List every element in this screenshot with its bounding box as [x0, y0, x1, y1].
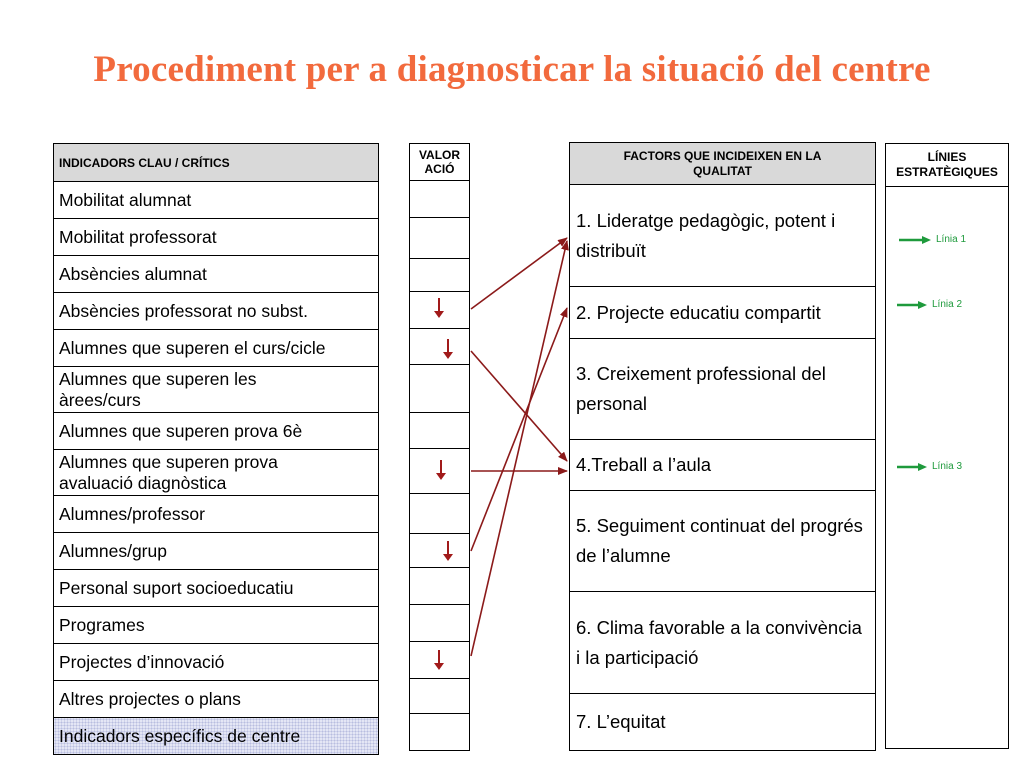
valoracio-cell[interactable]: [410, 714, 469, 750]
indicator-row: Absències alumnat: [54, 256, 378, 293]
indicator-row: Alumnes/grup: [54, 533, 378, 570]
linia-2[interactable]: [896, 299, 962, 310]
indicator-row: Mobilitat professorat: [54, 219, 378, 256]
indicator-row: Programes: [54, 607, 378, 644]
arrow-down-icon: [434, 459, 448, 481]
arrow-right-icon: [896, 462, 928, 472]
valoracio-cell[interactable]: [410, 181, 469, 218]
strategic-lines-header: [886, 144, 1008, 187]
valoracio-cell[interactable]: [410, 534, 469, 568]
link-arrow-curs-to-treball: [471, 351, 567, 461]
valoracio-cell[interactable]: [410, 329, 469, 365]
factor-row: 5. Seguiment continuat del progrés de l’alumne: [570, 491, 875, 592]
valoracio-cell[interactable]: [410, 642, 469, 679]
link-arrow-innovacio-to-lideratge: [471, 241, 567, 656]
arrow-down-icon: [441, 338, 455, 360]
indicator-row: Altres projectes o plans: [54, 681, 378, 718]
factors-header: [570, 143, 875, 185]
link-arrow-absencies-to-lideratge: [471, 238, 567, 309]
factor-row: 2. Projecte educatiu compartit: [570, 287, 875, 339]
arrow-down-icon: [432, 649, 446, 671]
linia-label: Línia 1: [936, 234, 967, 245]
linia-label: Línia 3: [932, 461, 963, 472]
valoracio-cell[interactable]: [410, 365, 469, 413]
linia-3[interactable]: [896, 461, 962, 472]
link-arrow-grup-to-projecte: [471, 308, 567, 551]
valoracio-cell[interactable]: [410, 449, 469, 494]
indicator-row: Absències professorat no subst.: [54, 293, 378, 330]
valoracio-cell[interactable]: [410, 494, 469, 534]
arrow-down-icon: [432, 297, 446, 319]
linia-1[interactable]: [898, 234, 966, 245]
indicator-row: Personal suport socioeducatiu: [54, 570, 378, 607]
indicator-row-specific: Indicadors específics de centre: [54, 718, 378, 754]
page-title: Procediment per a diagnosticar la situació del centre: [93, 49, 931, 90]
valoracio-cell[interactable]: [410, 292, 469, 329]
indicator-row: Alumnes que superen el curs/cicle: [54, 330, 378, 367]
linia-label: Línia 2: [932, 299, 963, 310]
indicators-table: [53, 143, 379, 755]
arrow-right-icon: [898, 235, 932, 245]
arrow-right-icon: [896, 300, 928, 310]
valoracio-cell[interactable]: [410, 605, 469, 642]
strategic-lines-header-line1: LÍNIES: [927, 150, 967, 164]
strategic-lines-column: [885, 143, 1009, 749]
indicators-header: INDICADORS CLAU / CRÍTICS: [54, 144, 378, 182]
factor-row: 7. L’equitat: [576, 711, 666, 732]
factors-header-line2: QUALITAT: [693, 163, 752, 178]
valoracio-cell[interactable]: [410, 218, 469, 259]
factor-row: 3. Creixement professional del personal: [570, 339, 875, 440]
factor-row: 1. Lideratge pedagògic, potent i distribuït: [570, 185, 875, 287]
indicator-row: Mobilitat alumnat: [54, 182, 378, 219]
factor-row: 4.Treball a l’aula: [570, 440, 875, 491]
indicator-row: Projectes d’innovació: [54, 644, 378, 681]
valoracio-cell[interactable]: [410, 568, 469, 605]
indicator-row: Alumnes que superen prova avaluació diagnòstica: [54, 450, 378, 496]
arrow-down-icon: [441, 540, 455, 562]
factors-table: [569, 142, 876, 751]
valoracio-column: [409, 143, 470, 751]
strategic-lines-header-line2: ESTRATÈGIQUES: [896, 165, 998, 179]
factor-row: 6. Clima favorable a la convivència i la participació: [570, 592, 875, 694]
factors-header-line1: FACTORS QUE INCIDEIXEN EN LA: [623, 148, 822, 163]
valoracio-cell[interactable]: [410, 679, 469, 714]
indicator-row: Alumnes que superen les àrees/curs: [54, 367, 378, 413]
valoracio-header-line2: ACIÓ: [424, 162, 455, 176]
valoracio-cell[interactable]: [410, 413, 469, 449]
indicator-row: Alumnes/professor: [54, 496, 378, 533]
indicator-row: Alumnes que superen prova 6è: [54, 413, 378, 450]
valoracio-header: [410, 144, 469, 181]
valoracio-cell[interactable]: [410, 259, 469, 292]
valoracio-header-line1: VALOR: [418, 148, 461, 162]
